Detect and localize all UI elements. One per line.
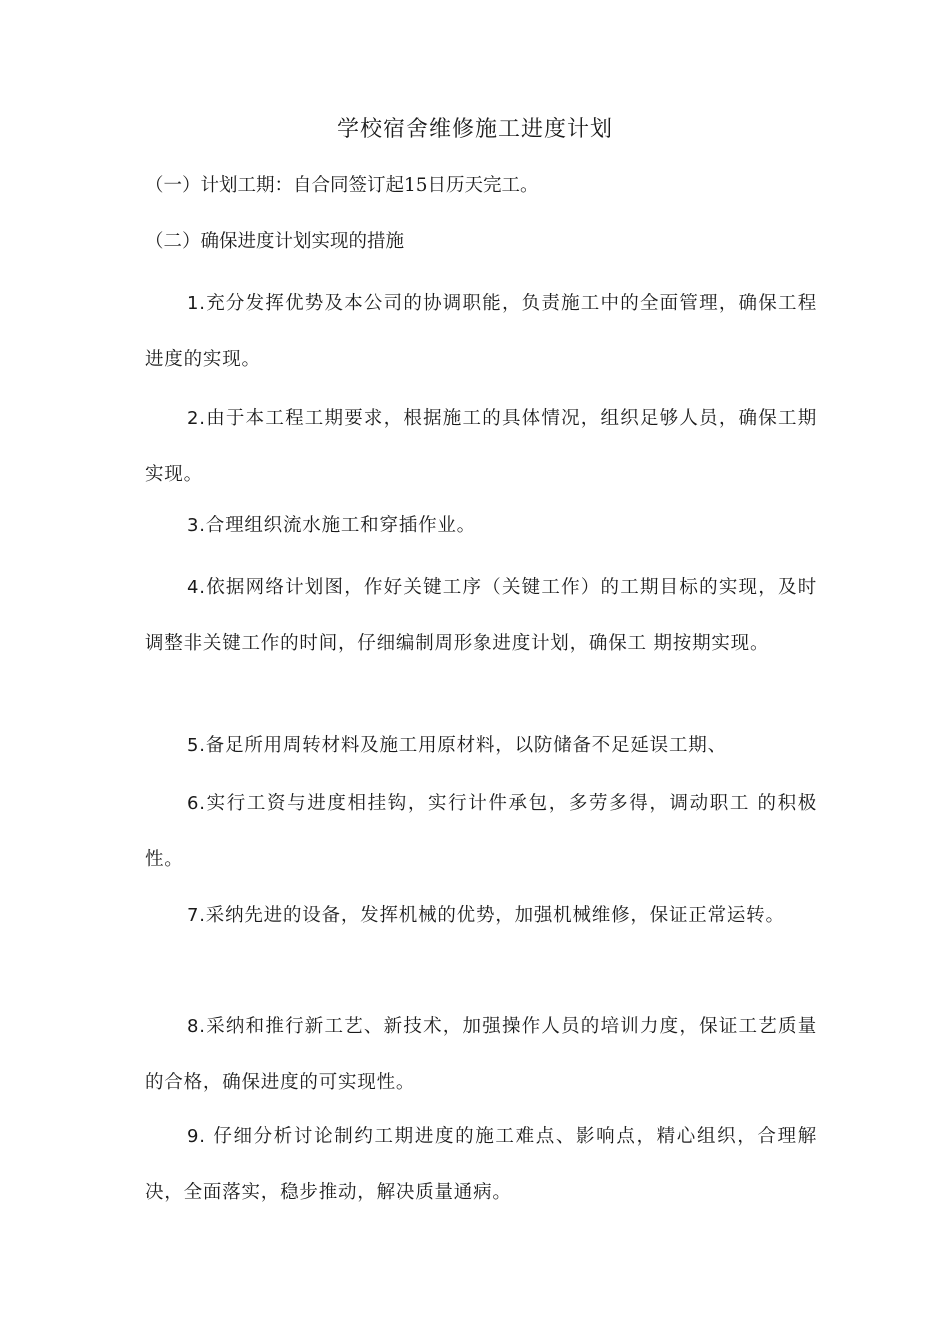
- measure-text: 采纳和推行新工艺、新技术，加强操作人员的培训力度，保证工艺质量的合格，确保进度的可实现性。: [145, 1016, 817, 1093]
- section-measures-heading: （二）确保进度计划实现的措施: [145, 231, 405, 252]
- measure-text: 备足所用周转材料及施工用原材料，以防储备不足延误工期、: [205, 735, 727, 756]
- measure-text: 依据网络计划图，作好关键工序（关键工作）的工期目标的实现，及时调整非关键工作的时间，仔细编制周形象进度计划，确保工 期按期实现。: [145, 577, 817, 654]
- measure-number: 7.: [187, 905, 206, 926]
- measure-number: 3.: [187, 515, 206, 536]
- measure-text: 充分发挥优势及本公司的协调职能，负责施工中的全面管理，确保工程进度的实现。: [145, 293, 817, 370]
- measure-text: 合理组织流水施工和穿插作业。: [205, 515, 476, 536]
- measure-text: 采纳先进的设备，发挥机械的优势，加强机械维修，保证正常运转。: [205, 905, 785, 926]
- measure-number: 8.: [187, 1016, 206, 1037]
- measure-text: 由于本工程工期要求，根据施工的具体情况，组织足够人员，确保工期实现。: [145, 408, 817, 485]
- measure-number: 5.: [187, 735, 206, 756]
- measure-item-2: [145, 391, 817, 503]
- measure-number: 2.: [187, 408, 206, 429]
- measure-text: 仔细分析讨论制约工期进度的施工难点、影响点，精心组织，合理解决，全面落实，稳步推动，解决质量通病。: [145, 1126, 817, 1203]
- measure-number: 9.: [187, 1126, 206, 1147]
- measure-item-5: [145, 718, 817, 774]
- measure-item-8: [145, 999, 817, 1111]
- measure-number: 6.: [187, 793, 206, 814]
- measure-item-1: [145, 276, 817, 388]
- measure-number: 4.: [187, 577, 206, 598]
- measure-item-7: [145, 888, 817, 944]
- page-title: 学校宿舍维修施工进度计划: [336, 117, 613, 142]
- measure-number: 1.: [187, 293, 206, 314]
- measure-item-9: [145, 1109, 817, 1221]
- section-planned-duration: （一）计划工期：自合同签订起15日历天完工。: [145, 175, 539, 196]
- measure-text: 实行工资与进度相挂钩，实行计件承包，多劳多得，调动职工 的积极性。: [145, 793, 817, 870]
- measure-item-6: [145, 776, 817, 888]
- measure-item-4: [145, 560, 817, 672]
- measure-item-3: [145, 498, 817, 554]
